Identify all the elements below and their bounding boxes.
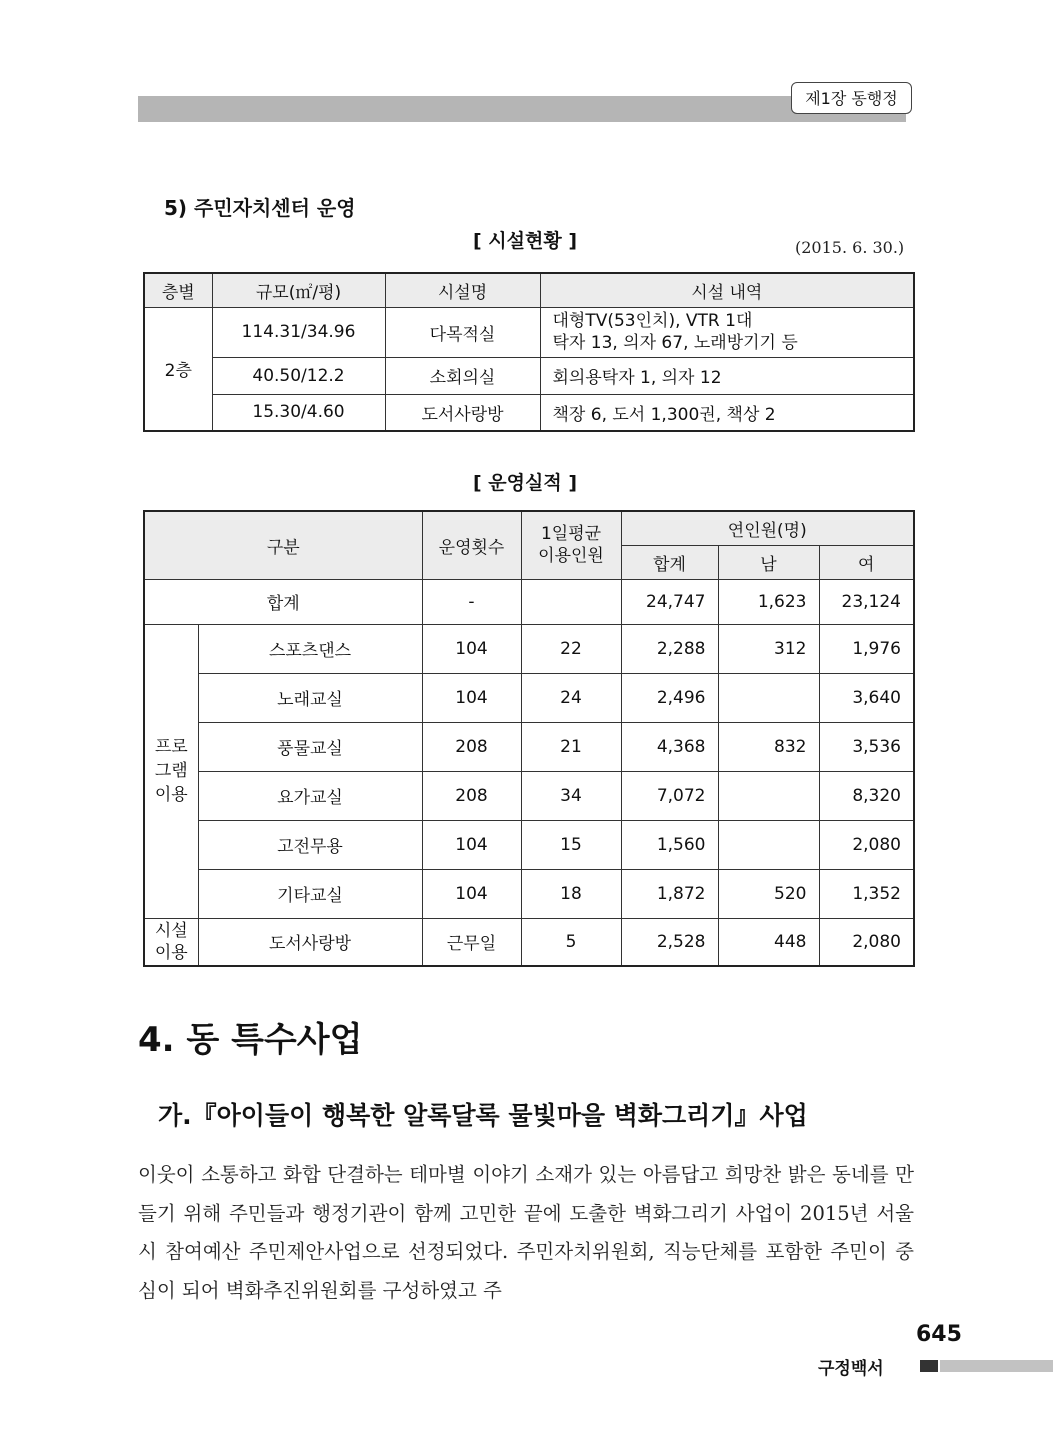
detail-cell: 회의용탁자 1, 의자 12	[540, 357, 914, 394]
male-cell	[718, 673, 819, 722]
program-name-cell: 노래교실	[198, 673, 422, 722]
daily-cell: 34	[521, 771, 621, 820]
header-detail: 시설 내역	[540, 273, 914, 307]
female-cell: 3,640	[819, 673, 914, 722]
detail-line: 탁자 13, 의자 67, 노래방기기 등	[552, 333, 798, 353]
table-row	[144, 673, 914, 722]
size-cell: 114.31/34.96	[212, 307, 385, 357]
program-name-cell: 스포츠댄스	[198, 624, 422, 673]
page-number: 645	[916, 1322, 962, 1347]
table-row	[144, 820, 914, 869]
program-name-cell: 기타교실	[198, 869, 422, 918]
table-row	[144, 307, 914, 357]
footer-label: 구정백서	[818, 1359, 884, 1379]
group-label-line: 이용	[154, 785, 188, 805]
female-cell: 1,976	[819, 624, 914, 673]
header-total-people: 연인원(명)	[621, 511, 914, 545]
footer-block	[920, 1360, 938, 1372]
detail-line: 대형TV(53인치), VTR 1대	[552, 311, 753, 331]
header-male: 남	[718, 545, 819, 579]
group-label-line: 프로	[154, 737, 188, 757]
count-cell: 208	[422, 722, 521, 771]
table-row	[144, 357, 914, 394]
group-label-line: 이용	[154, 942, 188, 963]
count-cell: 104	[422, 624, 521, 673]
count-cell: 104	[422, 673, 521, 722]
program-name-cell: 풍물교실	[198, 722, 422, 771]
header-category: 구분	[144, 511, 422, 579]
table-row	[144, 722, 914, 771]
female-cell: 2,080	[819, 918, 914, 966]
female-cell: 8,320	[819, 771, 914, 820]
male-cell: 448	[718, 918, 819, 966]
male-cell	[718, 820, 819, 869]
size-cell: 15.30/4.60	[212, 394, 385, 431]
section-title: 5) 주민자치센터 운영	[164, 196, 356, 220]
table-row	[144, 918, 914, 966]
sum-cell: 24,747	[621, 579, 718, 624]
header-daily-avg-line: 1일평균	[540, 524, 602, 545]
sum-cell: 2,496	[621, 673, 718, 722]
sum-cell: 1,560	[621, 820, 718, 869]
program-name-cell: 요가교실	[198, 771, 422, 820]
female-cell: 1,352	[819, 869, 914, 918]
daily-cell	[521, 579, 621, 624]
sum-cell: 2,288	[621, 624, 718, 673]
daily-cell: 15	[521, 820, 621, 869]
operation-header-row	[144, 511, 914, 545]
sum-cell: 4,368	[621, 722, 718, 771]
detail-cell: 책장 6, 도서 1,300권, 책상 2	[540, 394, 914, 431]
female-cell: 3,536	[819, 722, 914, 771]
count-cell: -	[422, 579, 521, 624]
facility-header-row	[144, 273, 914, 307]
sum-cell: 1,872	[621, 869, 718, 918]
sum-cell: 2,528	[621, 918, 718, 966]
count-cell: 104	[422, 820, 521, 869]
table-row	[144, 771, 914, 820]
floor-cell: 2층	[144, 307, 212, 431]
name-cell: 도서사랑방	[385, 394, 540, 431]
program-name-cell: 도서사랑방	[198, 918, 422, 966]
header-daily-avg	[521, 511, 621, 579]
chapter-tab: 제1장 동행정	[791, 82, 912, 114]
detail-cell	[540, 307, 914, 357]
body-paragraph: 이웃이 소통하고 화합 단결하는 테마별 이야기 소재가 있는 아름답고 희망찬 밝은 동네를 만들기 위해 주민들과 행정기관이 함께 고민한 끝에 도출한 벽화그리기 사업이 2015년 서울시 참여예산 주민제안사업으로 선정되었다. 주민자치위원회, 직능단체를 포함한 주민이 중심이 되어 벽화추진위원회를 구성하였고 주	[138, 1163, 914, 1302]
total-label: 합계	[144, 579, 422, 624]
daily-cell: 18	[521, 869, 621, 918]
table-row	[144, 394, 914, 431]
size-cell: 40.50/12.2	[212, 357, 385, 394]
male-cell: 520	[718, 869, 819, 918]
daily-cell: 21	[521, 722, 621, 771]
count-cell: 208	[422, 771, 521, 820]
table-row	[144, 624, 914, 673]
header-female: 여	[819, 545, 914, 579]
header-name: 시설명	[385, 273, 540, 307]
male-cell	[718, 771, 819, 820]
facility-caption: [ 시설현황 ]	[472, 230, 577, 252]
footer-bar	[940, 1360, 1053, 1372]
female-cell: 23,124	[819, 579, 914, 624]
heading-mural-project: 가.『아이들이 행복한 알록달록 물빛마을 벽화그리기』사업	[158, 1101, 808, 1130]
sum-cell: 7,072	[621, 771, 718, 820]
daily-cell: 22	[521, 624, 621, 673]
program-name-cell: 고전무용	[198, 820, 422, 869]
facility-table	[143, 272, 915, 432]
header-sum: 합계	[621, 545, 718, 579]
header-floor: 층별	[144, 273, 212, 307]
count-cell: 근무일	[422, 918, 521, 966]
male-cell: 312	[718, 624, 819, 673]
daily-cell: 24	[521, 673, 621, 722]
table-row	[144, 869, 914, 918]
group-label-line: 그램	[154, 761, 188, 781]
facility-group-cell	[144, 918, 198, 966]
group-label-line: 시설	[154, 920, 188, 941]
female-cell: 2,080	[819, 820, 914, 869]
header-size: 규모(㎡/평)	[212, 273, 385, 307]
date-label: (2015. 6. 30.)	[795, 238, 905, 257]
operation-table	[143, 510, 915, 967]
operation-caption: [ 운영실적 ]	[472, 472, 577, 494]
header-count: 운영횟수	[422, 511, 521, 579]
header-daily-avg-line: 이용인원	[538, 546, 604, 567]
program-group-cell	[144, 624, 198, 918]
count-cell: 104	[422, 869, 521, 918]
male-cell: 1,623	[718, 579, 819, 624]
daily-cell: 5	[521, 918, 621, 966]
name-cell: 소회의실	[385, 357, 540, 394]
total-row	[144, 579, 914, 624]
name-cell: 다목적실	[385, 307, 540, 357]
male-cell: 832	[718, 722, 819, 771]
heading-special-projects: 4. 동 특수사업	[138, 1020, 363, 1060]
